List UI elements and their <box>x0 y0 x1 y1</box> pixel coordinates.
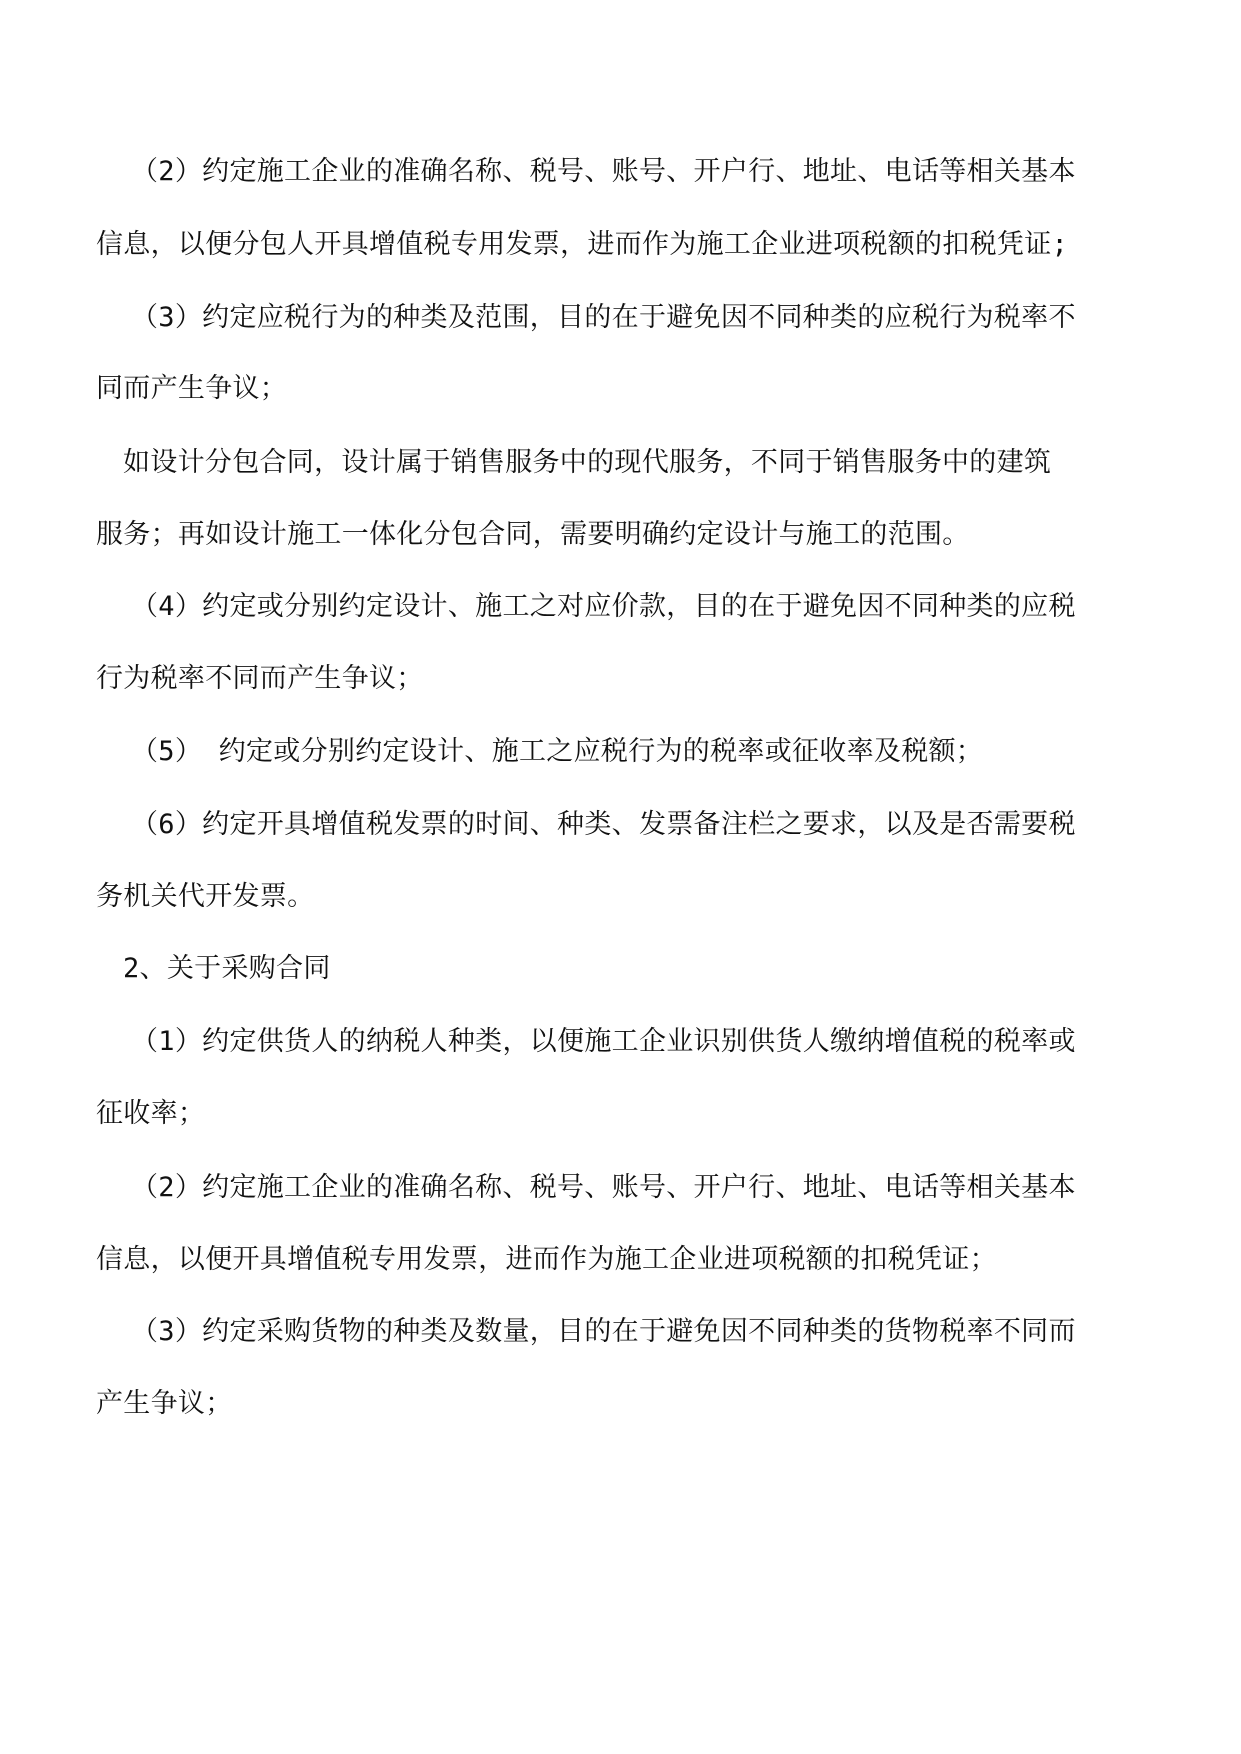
text-line-14: 征收率； <box>96 1098 206 1129</box>
text-line-7: （4）约定或分别约定设计、施工之对应价款，目的在于避免因不同种类的应税 <box>131 591 1076 622</box>
text-line-8: 行为税率不同而产生争议； <box>96 663 424 694</box>
text-line-4: 同而产生争议； <box>96 373 288 404</box>
text-line-9: （5） 约定或分别约定设计、施工之应税行为的税率或征收率及税额； <box>131 736 984 767</box>
text-line-6: 服务；再如设计施工一体化分包合同，需要明确约定设计与施工的范围。 <box>96 519 970 550</box>
text-line-3: （3）约定应税行为的种类及范围，目的在于避免因不同种类的应税行为税率不 <box>131 302 1076 333</box>
text-line-10: （6）约定开具增值税发票的时间、种类、发票备注栏之要求，以及是否需要税 <box>131 809 1076 840</box>
text-line-1: （2）约定施工企业的准确名称、税号、账号、开户行、地址、电话等相关基本 <box>131 156 1076 187</box>
section-heading: 2、关于采购合同 <box>123 953 331 984</box>
text-line-11: 务机关代开发票。 <box>96 881 315 912</box>
text-line-13: （1）约定供货人的纳税人种类，以便施工企业识别供货人缴纳增值税的税率或 <box>131 1026 1076 1057</box>
text-line-5: 如设计分包合同，设计属于销售服务中的现代服务，不同于销售服务中的建筑 <box>123 447 1052 478</box>
text-line-15: （2）约定施工企业的准确名称、税号、账号、开户行、地址、电话等相关基本 <box>131 1172 1076 1203</box>
text-line-18: 产生争议； <box>96 1388 233 1419</box>
text-line-2: 信息，以便分包人开具增值税专用发票，进而作为施工企业进项税额的扣税凭证; <box>96 229 1069 260</box>
text-line-17: （3）约定采购货物的种类及数量，目的在于避免因不同种类的货物税率不同而 <box>131 1316 1076 1347</box>
text-line-16: 信息，以便开具增值税专用发票，进而作为施工企业进项税额的扣税凭证； <box>96 1244 997 1275</box>
